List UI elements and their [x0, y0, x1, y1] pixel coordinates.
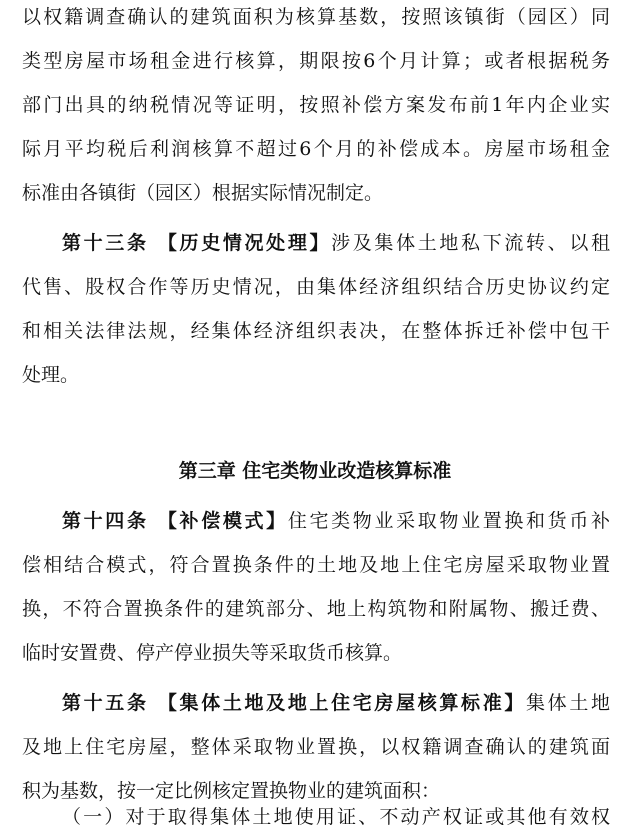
article-14-line: 偿相结合模式，符合置换条件的土地及地上住宅房屋采取物业置 [22, 554, 610, 576]
article-13-line: 代售、股权合作等历史情况，由集体经济组织结合历史协议约定 [22, 276, 610, 298]
paragraph-line: 以权籍调查确认的建筑面积为核算基数，按照该镇街（园区）同 [22, 6, 610, 28]
article-15-line: 及地上住宅房屋，整体采取物业置换，以权籍调查确认的建筑面 [22, 736, 610, 758]
article-13-line: 处理。 [22, 364, 80, 386]
paragraph-line: 标准由各镇街（园区）根据实际情况制定。 [22, 182, 384, 204]
article-15-title: 第十五条 【集体土地及地上住宅房屋核算标准】 [62, 692, 527, 714]
paragraph-line: 部门出具的纳税情况等证明，按照补偿方案发布前1年内企业实 [22, 94, 610, 116]
item-1-first-line: （一）对于取得集体土地使用证、不动产权证或其他有效权 [62, 806, 610, 828]
article-13-first-line [62, 226, 610, 260]
article-13-line: 和相关法律法规，经集体经济组织表决，在整体拆迁补偿中包干 [22, 320, 610, 342]
paragraph-line: 际月平均税后利润核算不超过6个月的补偿成本。房屋市场租金 [22, 138, 610, 160]
article-15-line: 积为基数，按一定比例核定置换物业的建筑面积： [22, 780, 441, 802]
article-14-title: 第十四条 【补偿模式】 [62, 510, 288, 532]
article-14-first-line [62, 504, 610, 538]
article-13-text: 涉及集体土地私下流转、以租 [331, 232, 610, 254]
article-15-text: 集体土地 [526, 692, 610, 714]
paragraph-line: 类型房屋市场租金进行核算，期限按6个月计算；或者根据税务 [22, 50, 610, 72]
article-14-text: 住宅类物业采取物业置换和货币补 [287, 510, 610, 532]
article-13-title: 第十三条 【历史情况处理】 [62, 232, 332, 254]
article-15-first-line [62, 686, 610, 720]
chapter-heading: 第三章 住宅类物业改造核算标准 [178, 460, 452, 482]
article-14-line: 换，不符合置换条件的建筑部分、地上构筑物和附属物、搬迁费、 [22, 598, 610, 620]
article-14-line: 临时安置费、停产停业损失等采取货币核算。 [22, 642, 403, 664]
